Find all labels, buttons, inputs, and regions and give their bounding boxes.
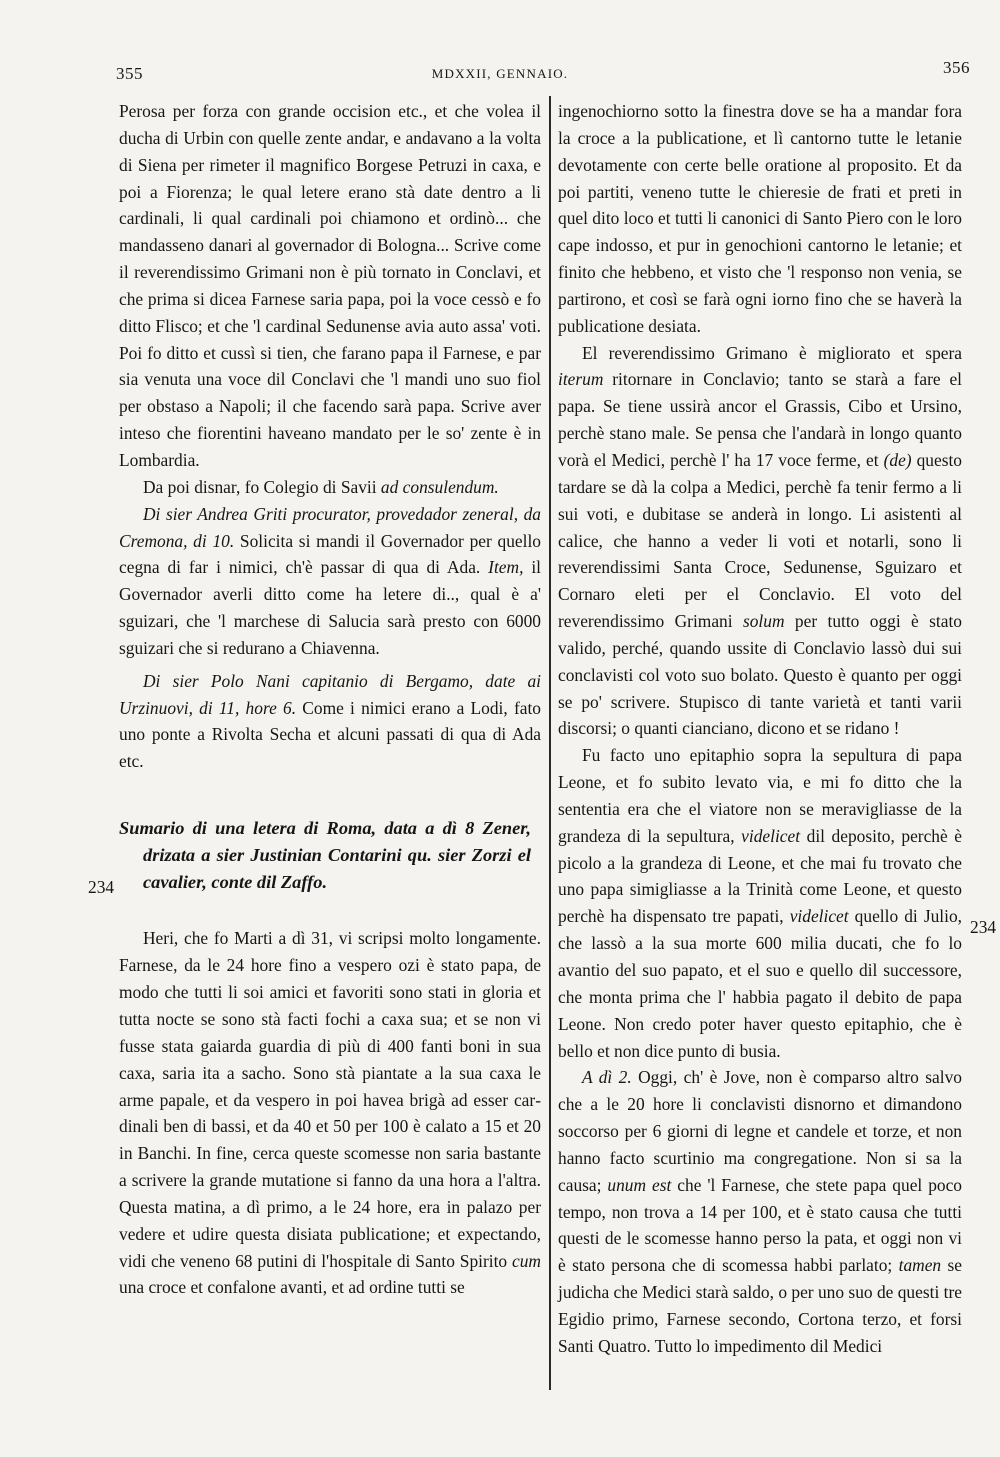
paragraph <box>119 925 541 1301</box>
letter-heading: Di sier Polo Nani capitanio di Bergamo, date ai Urzinuovi, di 11, hore 6. <box>119 670 541 718</box>
letter-heading: Di sier Andrea Griti procurator, provedador zeneral, da Cremona, di 10. <box>119 503 541 551</box>
text-span: El reverendissimo Grimano è migliorato et spera <box>582 342 962 363</box>
italic-span: cum <box>512 1250 541 1271</box>
paragraph <box>558 1064 962 1359</box>
italic-span: videlicet <box>741 825 801 846</box>
text-span: questo tardare se dà la colpa a Medici, perchè fa tenir fermo a li sui voti, e dubitase se anderà in longo. Li asistenti al calice, che hanno a veder li voti et notarli, sono li reverendissimi Santa Croce, Sedunense, Sguizaro et Cornaro eleti per el Conclavio. El voto del reverendissimo Grimani <box>558 449 962 632</box>
right-column <box>558 98 962 1360</box>
text-span: dil deposito, perchè è picolo a la grandeza di Leone, et che mai fu trovato che uno papa simigliasse a la Trinità come Leone, et questo perchè ha dispensato tre papati, <box>558 825 962 927</box>
text-span: Fu facto uno epitaphio sopra la sepultura di papa Leone, et fo subito levato via, e mi fo ditto che la sententia era che el viatore non se meravigliasse de la grandeza di la sepultura, <box>558 745 962 846</box>
text-span: se judicha che Medici starà saldo, o per uno suo de questi tre Egidio primo, Farnese secondo, Cortona terzo, et forsi Santi Quatro. Tutto lo impedimento dil Medici <box>558 1255 962 1356</box>
column-divider <box>549 96 551 1390</box>
text-span: quello di Julio, che lassò a la sua morte 600 milia ducati, che fo lo avantio del suo papato, et el suo e quello dil successore, che monta prima che l' habbia pagato il debito de papa Leone. Non credo poter haver questo epitaphio, che è bello et non dice punto di busia. <box>558 906 962 1061</box>
page-number-right: 356 <box>943 58 970 77</box>
italic-span: unum est <box>607 1174 672 1195</box>
section-heading: Sumario di una letera di Roma, data a dì 8 Zener, drizata a sier Justinian Contarini qu. sier Zorzi el cavalier, conte dil Zaffo. <box>119 818 531 892</box>
text-span: Heri, che fo Marti a dì 31, vi scripsi molto longamente. Farnese, da le 24 hore fino a vespero ozi è stato papa, de modo che tutti li soi amici et favoriti sono stati in gloria et tutta nocte se sono stà facti fochi a caxa sua; et se non vi fusse stata gaiarda guardia di più di 400 fanti boni in sua caxa, saria ita a sacho. Sono stà piantate a la sua caxa le arme papale, et da vespero in poi havea brigà ad esser cardinali ben di bassi, et da 40 et 50 per 100 è calato a 15 et 20 in Banchi. In fine, cerca queste scomesse non saria bastante a scrivere la grande mutatione si fanno da una hora a l'altra. Questa matina, a dì primo, a le 24 hore, era in palazo per vedere et udire questa disiata publicatione; et expectando, vidi che veneno 68 putini di l'hospitale di Santo Spirito <box>119 928 541 1271</box>
italic-span: ad consulendum. <box>380 476 499 497</box>
text-span: Da poi disnar, fo Colegio di Savii <box>143 476 381 497</box>
italic-span: solum <box>742 611 785 632</box>
margin-number-left: 234 <box>88 877 115 897</box>
text-span: che 'l Farnese, che stete papa quel poco tempo, non trova a 14 per 100, et è stato causa che tutti questi de le scomesse hanno perso la pata, et oggi non vi è stato persona che di scomessa habbi parlato; <box>558 1174 963 1276</box>
text-span: Come i nimici erano a Lodi, fato uno ponte a Rivolta Secha et alcuni passati di qua di Ada etc. <box>119 697 541 772</box>
text-span: Oggi, ch' è Jove, non è comparso altro salvo che a le 20 hore li conclavisti disnorno et dimandono soccorso per 6 giorni di legne et candele et torze, et non hanno facto scurtinio ma congregatione. Non si sa la causa; <box>558 1067 962 1195</box>
text-span: ritornare in Conclavio; tanto se starà a fare el papa. Se tiene ussirà ancor el Grassis, Cibo et Ursino, perchè stano male. Se pensa che l'andarà in longo quanto vorà el Medici, perchè l' ha 17 voce ferme, et <box>558 369 962 470</box>
paragraph <box>558 340 962 743</box>
paragraph <box>119 501 541 662</box>
italic-span: videlicet <box>789 906 849 927</box>
running-header: MDXXII, GENNAIO. <box>431 66 569 81</box>
paragraph: ingenochiorno sotto la finestra dove se ha a mandar fora la croce a la publicatione, et lì cantorno tutte le letanie devotamente con certe belle oratione al proposito. Et da poi partiti, veneno tutte le chieresie de frati et preti in quel dito loco et tutti li canonici di Santo Piero con le loro cape indosso, et pur in genochioni cantorno le letanie; et finito che hebbeno, et visto che 'l responso non venia, se partirono, et così se farà ogni iorno fino che se haverà la publicatione desiata. <box>558 101 962 336</box>
text-span: il Governador averli ditto come ha letere di.., qual è a' sguizari, che 'l marchese di Salucia sarà presto con 6000 sguizari che si redurano a Chiavenna. <box>119 557 541 658</box>
page-number-left: 355 <box>116 64 143 83</box>
paragraph <box>558 742 962 1064</box>
text-span: Solicita si mandi il Governador per quello cegna di far i nimici, ch'è passar di qua di Ada. <box>119 530 541 578</box>
left-column <box>119 98 541 1301</box>
paragraph <box>119 474 541 501</box>
italic-span: iterum <box>558 369 604 390</box>
paragraph: Perosa per forza con grande occision etc., et che volea il ducha di Urbin con quelle zente andar, e andavano a la volta di Siena per rimeter il magnifico Borgese Petruzi in caxa, e poi a Fiorenza; le qual letere erano stà date dentro a li cardinali, li qual cardinali poi chiamono et ordinò... che mandasseno danari al governador di Bologna... Scrive come il reverendissimo Grimani non è più tornato in Conclavi, et che prima si dicea Farnese saria papa, poi la voce cessò e fo ditto Flisco; et che 'l cardinal Sedunense avia auto assa' voti. Poi fo ditto et cussì si tien, che farano papa il Farnese, e par sia venuta una voce dil Conclavi che 'l mandi uno suo fiol per obstaso a Napoli; il che facendo sarà papa. Scrive aver inteso che fiorentini haveano mandato per le so' zente è in Lombardia. <box>119 101 541 470</box>
paragraph <box>119 668 541 775</box>
italic-span: A dì 2. <box>582 1067 632 1088</box>
text-span: una croce et confalone avanti, et ad ordine tutti se <box>119 1277 465 1298</box>
text-span: per tutto oggi è stato valido, perché, quando ussite di Conclavio lassò dui sui conclavisti col voto suo bolato. Questo è quanto per oggi se po' scrivere. Stupisco di tante varietà et tanti varii discorsi; o quanti cianciano, dicono et se ridano ! <box>558 611 962 739</box>
italic-span: tamen <box>898 1255 942 1276</box>
italic-span: Item, <box>488 557 524 578</box>
margin-number-right: 234 <box>970 917 997 937</box>
italic-span: (de) <box>883 449 912 470</box>
